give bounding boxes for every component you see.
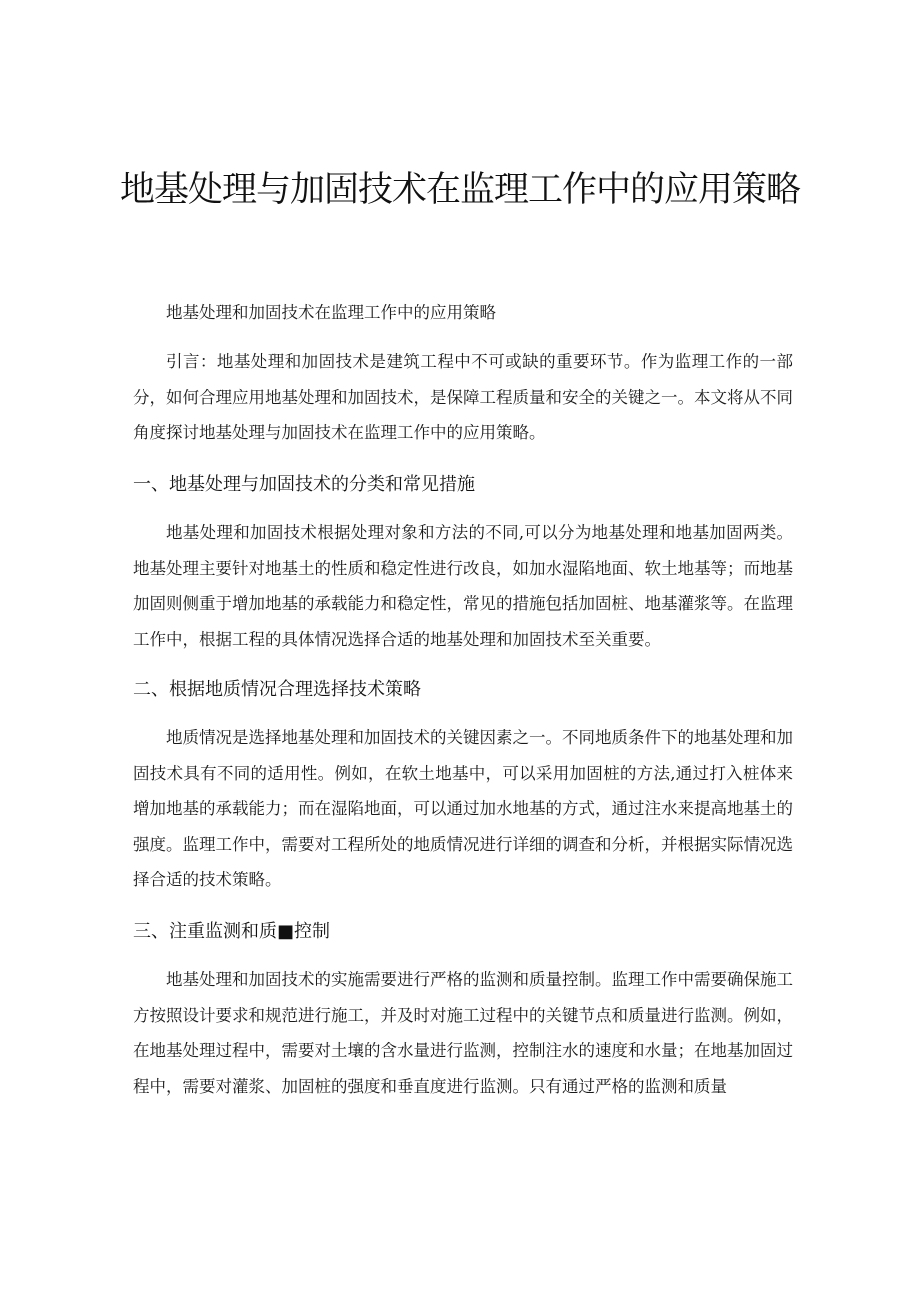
section-2-paragraph: 地质情况是选择地基处理和加固技术的关键因素之一。不同地质条件下的地基处理和加固技术具有不同的适用性。例如，在软土地基中，可以采用加固桩的方法,通过打入桩体来增加地基的承载能力；而在湿陷地面，可以通过加水地基的方式，通过注水来提高地基土的强度。监理工作中，需要对工程所处的地质情况进行详细的调查和分析，并根据实际情况选择合适的技术策略。 bbox=[133, 728, 793, 889]
section-1-heading: 一、地基处理与加固技术的分类和常见措施 bbox=[133, 474, 475, 495]
section-2-heading: 二、根据地质情况合理选择技术策略 bbox=[133, 679, 421, 700]
document-title: 地基处理与加固技术在监理工作中的应用策略 bbox=[120, 170, 801, 210]
section-1-paragraph: 地基处理和加固技术根据处理对象和方法的不同,可以分为地基处理和地基加固两类。地基处理主要针对地基土的性质和稳定性进行改良，如加水湿陷地面、软土地基等；而地基加固则侧重于增加地基的承载能力和稳定性，常见的措施包括加固桩、地基灌浆等。在监理工作中，根据工程的具体情况选择合适的地基处理和加固技术至关重要。 bbox=[133, 523, 793, 649]
section-3-heading: 三、注重监测和质■控制 bbox=[133, 921, 331, 942]
document-subtitle: 地基处理和加固技术在监理工作中的应用策略 bbox=[166, 303, 496, 322]
section-3-paragraph: 地基处理和加固技术的实施需要进行严格的监测和质量控制。监理工作中需要确保施工方按照设计要求和规范进行施工，并及时对施工过程中的关键节点和质量进行监测。例如，在地基处理过程中，需要对土壤的含水量进行监测，控制注水的速度和水量；在地基加固过程中，需要对灌浆、加固桩的强度和垂直度进行监测。只有通过严格的监测和质量 bbox=[133, 970, 793, 1096]
intro-paragraph: 引言：地基处理和加固技术是建筑工程中不可或缺的重要环节。作为监理工作的一部分，如何合理应用地基处理和加固技术，是保障工程质量和安全的关键之一。本文将从不同角度探讨地基处理与加固技术在监理工作中的应用策略。 bbox=[133, 352, 793, 442]
